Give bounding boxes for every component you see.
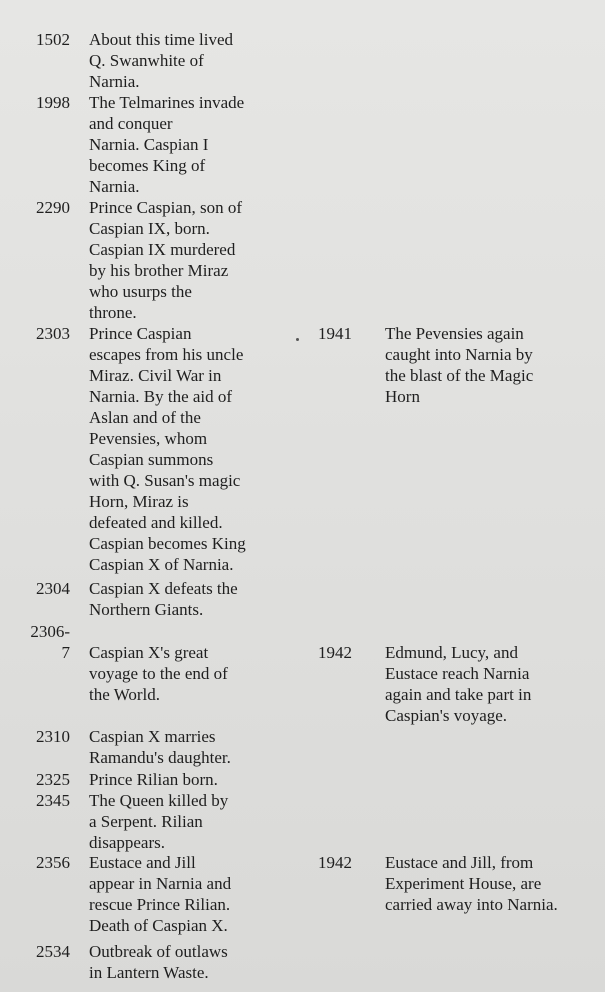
entry-year: 1998 [36,93,70,112]
entry-text: The Queen killed by a Serpent. Rilian disappears. [89,791,229,852]
print-speck [296,338,299,341]
entry-year: 1942 [318,853,352,872]
entry-text: Caspian X defeats the Northern Giants. [89,579,238,619]
entry-text: Eustace and Jill, from Experiment House, are carried away into Narnia. [385,853,558,914]
entry-year: 2356 [36,853,70,872]
entry-year: 2534 [36,942,70,961]
entry-year: 1502 [36,30,70,49]
entry-year: 1942 [318,643,352,662]
entry-text: The Telmarines invade and conquer Narnia. Caspian I becomes King of Narnia. [89,93,245,196]
entry-text: Prince Rilian born. [89,770,218,789]
entry-year: 2345 [36,791,70,810]
entry-text: Prince Caspian escapes from his uncle Miraz. Civil War in Narnia. By the aid of Aslan and of the Pevensies, whom Caspian summons with Q. Susan's magic Horn, Miraz is defeated and killed. Caspian becomes King Caspian X of Narnia. [89,324,246,574]
entry-year: 2304 [36,579,70,598]
entry-year: 2303 [36,324,70,343]
entry-text: Eustace and Jill appear in Narnia and rescue Prince Rilian. Death of Caspian X. [89,853,232,935]
entry-text: Prince Caspian, son of Caspian IX, born. Caspian IX murdered by his brother Miraz who usurps the throne. [89,198,242,322]
entry-year: 2306- 7 [30,622,70,662]
entry-year: 2310 [36,727,70,746]
entry-year: 2290 [36,198,70,217]
entry-text: The Pevensies again caught into Narnia by the blast of the Magic Horn [385,324,534,406]
entry-text: Outbreak of outlaws in Lantern Waste. [89,942,228,982]
entry-text: Caspian X marries Ramandu's daughter. [89,727,231,767]
entry-year: 1941 [318,324,352,343]
entry-text: Edmund, Lucy, and Eustace reach Narnia again and take part in Caspian's voyage. [385,643,532,725]
entry-text: Caspian X's great voyage to the end of the World. [89,643,228,704]
entry-text: About this time lived Q. Swanwhite of Narnia. [89,30,234,91]
entry-year: 2325 [36,770,70,789]
